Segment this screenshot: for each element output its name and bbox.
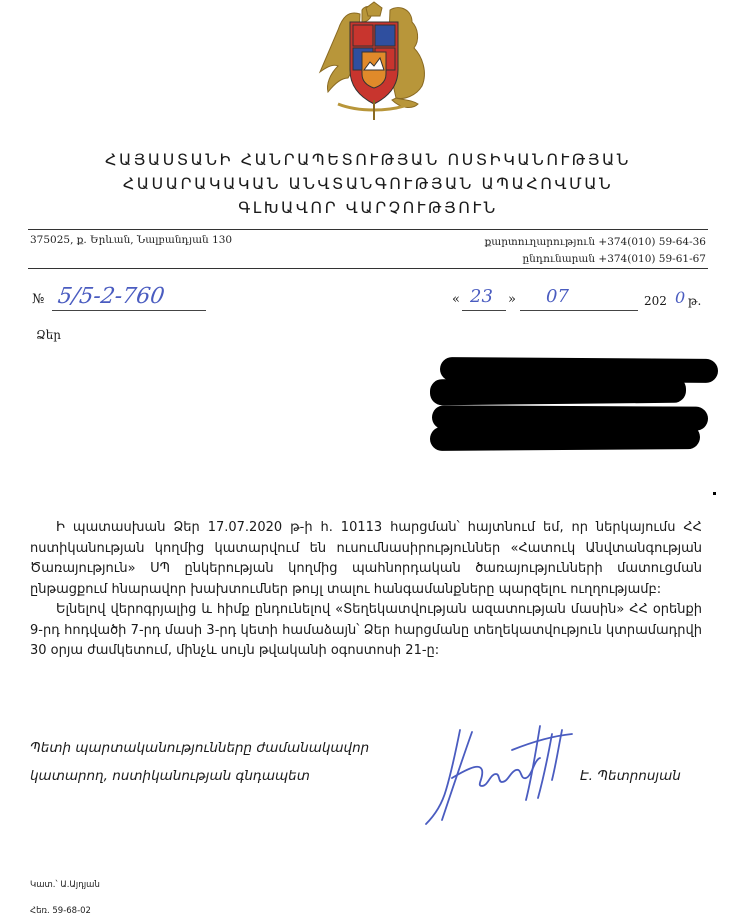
phone-reception: ընդունարան +374(010) 59-61-67 [522, 253, 706, 265]
signatory-title-line-2: կատարող, ոստիկանության գնդապետ [30, 768, 310, 784]
body-paragraph-2: Ելնելով վերոգրյալից և հիմք ընդունելով «Տեղեկատվության ազատության մասին» ՀՀ օրենքի 9-րդ հոդվածի 7-րդ մասի 3-րդ կետի համաձայն՝ Ձեր հարցմանը տեղեկատվություն կտրամադրվի 30 օրյա ժամկետում, մինչև սույն թվականի օգոստոսի 21-ը: [30, 602, 702, 658]
header-rule-bottom [28, 268, 708, 269]
executor-phone: Հեռ. 59-68-02 [30, 906, 91, 916]
coat-of-arms-emblem [308, 0, 440, 122]
phone-secretariat: քարտուղարություն +374(010) 59-64-36 [484, 236, 706, 248]
handwritten-signature [412, 720, 582, 830]
handwritten-date-day: 23 [470, 286, 493, 307]
agency-name-line-1: ՀԱՅԱՍՏԱՆԻ ՀԱՆՐԱՊԵՏՈՒԹՅԱՆ ՈՍՏԻԿԱՆՈՒԹՅԱՆ [105, 150, 631, 169]
year-abbreviation: թ. [688, 294, 702, 308]
body-paragraph-1: Ի պատասխան Ձեր 17.07.2020 թ-ի հ. 10113 հարցման՝ հայտնում եմ, որ ներկայումս ՀՀ ոստիկանության կողմից կատարվում են ուսումնասիրություններ «Հատուկ Անվտանգության Ծառայություն» ՍՊ ընկերության կողմից պահնորդական ծառայությունների մատուցման ընթացքում հնարավոր խախտումներ թույլ տալու հանգամանքները պարզելու ուղղությամբ: [30, 520, 702, 597]
handwritten-year-digit: 0 [675, 288, 686, 307]
handwritten-date-month: 07 [546, 286, 569, 307]
agency-name-line-3: ԳԼԽԱՎՈՐ ՎԱՐՉՈՒԹՅՈՒՆ [238, 198, 498, 217]
redaction-bar [430, 425, 700, 451]
handwritten-reference-number: 5/5-2-760 [56, 284, 167, 309]
letter-body [30, 518, 702, 662]
address: 375025, ք. Երևան, Նալբանդյան 130 [30, 234, 233, 246]
date-month-underline [520, 310, 638, 311]
executor-name: Կատ.՝ Ա.Այդյան [30, 880, 100, 890]
your-reference-label: Ձեր [36, 328, 61, 342]
year-prefix: 202 [644, 294, 667, 308]
header-rule-top [28, 229, 708, 230]
number-prefix: № [32, 292, 45, 307]
agency-name-line-2: ՀԱՍԱՐԱԿԱԿԱՆ ԱՆՎՏԱՆԳՈՒԹՅԱՆ ԱՊԱՀՈՎՄԱՆ [122, 174, 614, 193]
date-close-quote: » [508, 292, 516, 307]
signatory-title-line-1: Պետի պարտականությունները ժամանակավոր [30, 740, 370, 756]
date-open-quote: « [452, 292, 460, 307]
signatory-name: Է. Պետրոսյան [580, 768, 681, 784]
redaction-bar [430, 377, 686, 406]
ink-dot [713, 492, 716, 495]
number-underline [52, 310, 206, 311]
date-day-underline [462, 310, 506, 311]
